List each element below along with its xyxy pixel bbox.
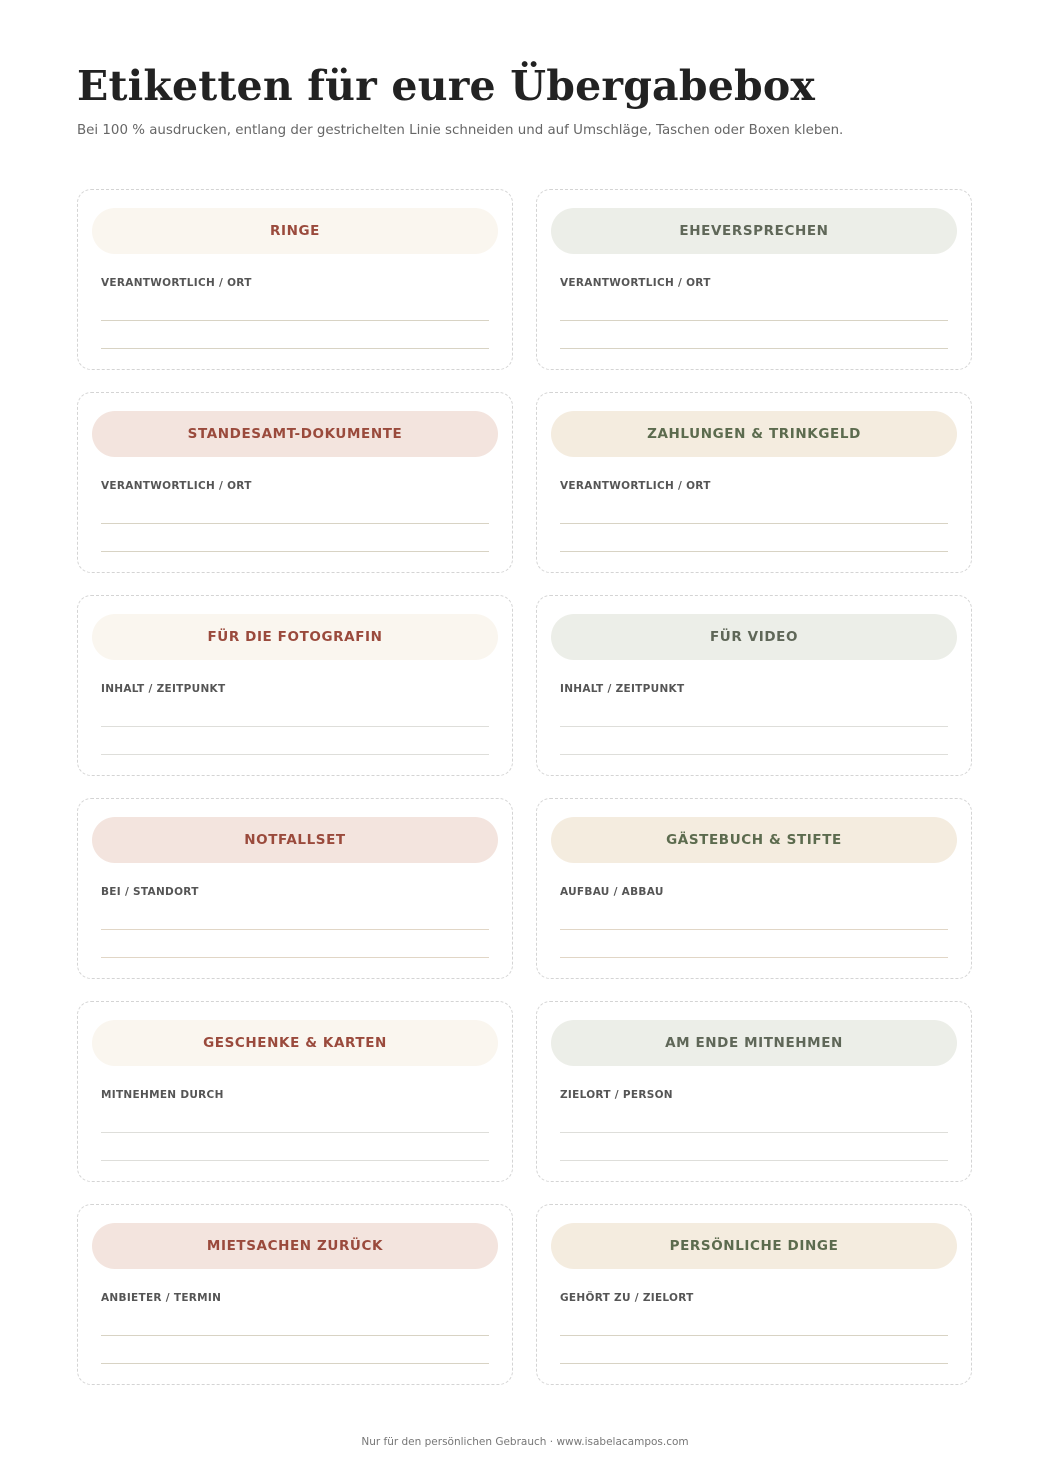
label-field-caption: MITNEHMEN DURCH — [101, 1089, 224, 1101]
writing-line — [101, 754, 489, 755]
label-heading: PERSÖNLICHE DINGE — [551, 1223, 957, 1269]
writing-line — [101, 320, 489, 321]
writing-line — [560, 320, 948, 321]
label-heading: FÜR VIDEO — [551, 614, 957, 660]
writing-line — [560, 348, 948, 349]
label-heading: GESCHENKE & KARTEN — [92, 1020, 498, 1066]
label-card — [77, 798, 513, 979]
writing-line — [101, 726, 489, 727]
writing-line — [560, 1132, 948, 1133]
label-heading: FÜR DIE FOTOGRAFIN — [92, 614, 498, 660]
label-field-caption: GEHÖRT ZU / ZIELORT — [560, 1292, 694, 1304]
label-card — [77, 595, 513, 776]
writing-line — [101, 348, 489, 349]
label-field-caption: AUFBAU / ABBAU — [560, 886, 664, 898]
writing-line — [560, 1335, 948, 1336]
label-heading: RINGE — [92, 208, 498, 254]
label-field-caption: VERANTWORTLICH / ORT — [560, 277, 711, 289]
writing-line — [101, 1132, 489, 1133]
writing-line — [560, 726, 948, 727]
page-subtitle: Bei 100 % ausdrucken, entlang der gestrichelten Linie schneiden und auf Umschläge, Taschen oder Boxen kleben. — [77, 123, 844, 138]
label-field-caption: INHALT / ZEITPUNKT — [560, 683, 685, 695]
writing-line — [101, 929, 489, 930]
writing-line — [560, 523, 948, 524]
label-field-caption: BEI / STANDORT — [101, 886, 199, 898]
writing-line — [560, 754, 948, 755]
writing-line — [101, 1363, 489, 1364]
writing-line — [560, 551, 948, 552]
label-card — [536, 595, 972, 776]
label-field-caption: ANBIETER / TERMIN — [101, 1292, 222, 1304]
writing-line — [101, 523, 489, 524]
label-card — [536, 798, 972, 979]
label-grid — [77, 189, 972, 1385]
writing-line — [101, 1335, 489, 1336]
label-heading: ZAHLUNGEN & TRINKGELD — [551, 411, 957, 457]
label-card — [536, 392, 972, 573]
label-field-caption: INHALT / ZEITPUNKT — [101, 683, 226, 695]
writing-line — [560, 1160, 948, 1161]
label-heading: NOTFALLSET — [92, 817, 498, 863]
label-field-caption: VERANTWORTLICH / ORT — [101, 277, 252, 289]
label-field-caption: VERANTWORTLICH / ORT — [560, 480, 711, 492]
label-heading: GÄSTEBUCH & STIFTE — [551, 817, 957, 863]
writing-line — [101, 551, 489, 552]
label-card — [77, 1001, 513, 1182]
page-footer: Nur für den persönlichen Gebrauch · www.isabelacampos.com — [361, 1436, 689, 1448]
label-heading: AM ENDE MITNEHMEN — [551, 1020, 957, 1066]
label-heading: EHEVERSPRECHEN — [551, 208, 957, 254]
label-card — [77, 189, 513, 370]
label-heading: MIETSACHEN ZURÜCK — [92, 1223, 498, 1269]
label-card — [536, 1204, 972, 1385]
writing-line — [101, 1160, 489, 1161]
writing-line — [560, 929, 948, 930]
label-card — [536, 1001, 972, 1182]
writing-line — [101, 957, 489, 958]
label-card — [536, 189, 972, 370]
label-field-caption: ZIELORT / PERSON — [560, 1089, 673, 1101]
label-card — [77, 1204, 513, 1385]
writing-line — [560, 957, 948, 958]
label-field-caption: VERANTWORTLICH / ORT — [101, 480, 252, 492]
label-card — [77, 392, 513, 573]
page-title: Etiketten für eure Übergabebox — [77, 62, 816, 110]
label-heading: STANDESAMT-DOKUMENTE — [92, 411, 498, 457]
writing-line — [560, 1363, 948, 1364]
